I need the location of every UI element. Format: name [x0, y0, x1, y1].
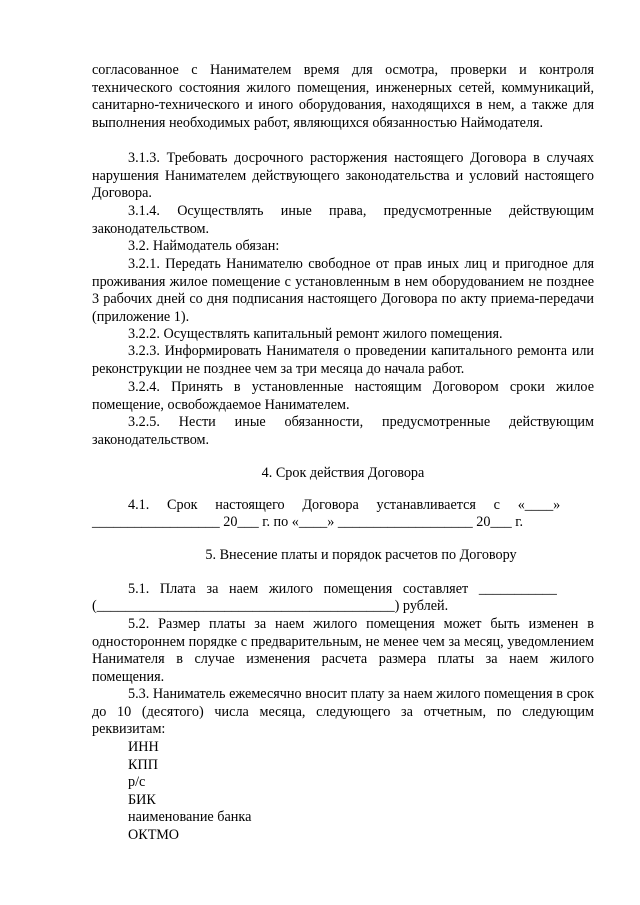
paragraph-3-2-5: 3.2.5. Нести иные обязанности, предусмотренные действующим законодательством.	[92, 414, 594, 448]
paragraph-3-2-3: 3.2.3. Информировать Нанимателя о проведении капитального ремонта или реконструкции не позднее чем за три месяца до начала работ.	[92, 343, 594, 377]
requisite-inn: ИНН	[128, 739, 159, 755]
paragraph-5-2: 5.2. Размер платы за наем жилого помещения может быть изменен в одностороннем порядке с предварительным, не менее чем за месяц, уведомлением Нанимателя в случае изменения расчета размера платы за наем жилого помещения.	[92, 616, 594, 685]
paragraph-4-1-line-1: 4.1. Срок настоящего Договора устанавливается с «____»	[128, 497, 561, 513]
paragraph-3-2: 3.2. Наймодатель обязан:	[128, 238, 280, 254]
paragraph-5-3: 5.3. Наниматель ежемесячно вносит плату за наем жилого помещения в срок до 10 (десятого) числа месяца, следующего за отчетным, по следующим реквизитам:	[92, 686, 594, 738]
paragraph-intro: согласованное с Нанимателем время для осмотра, проверки и контроля технического состояния жилого помещения, инженерных сетей, коммуникаций, санитарно-технического и иного оборудования, находящихся в нем, а также для выполнения необходимых работ, являющихся обязанностью Наймодателя.	[92, 62, 594, 131]
requisite-bik: БИК	[128, 792, 156, 808]
requisite-oktmo: ОКТМО	[128, 827, 180, 843]
paragraph-3-2-4: 3.2.4. Принять в установленные настоящим Договором сроки жилое помещение, освобождаемое Нанимателем.	[92, 379, 594, 413]
requisite-kpp: КПП	[128, 757, 158, 773]
paragraph-3-1-3: 3.1.3. Требовать досрочного расторжения настоящего Договора в случаях нарушения Нанимателем действующего законодательства и условий настоящего Договора.	[92, 150, 594, 202]
paragraph-5-1-line-1: 5.1. Плата за наем жилого помещения составляет ___________	[128, 581, 557, 597]
paragraph-5-1-line-2: (__________________________________________) рублей.	[92, 598, 449, 614]
requisite-bank-name: наименование банка	[128, 809, 252, 825]
section-heading-4: 4. Срок действия Договора	[261, 465, 425, 481]
paragraph-3-1-4: 3.1.4. Осуществлять иные права, предусмотренные действующим законодательством.	[92, 203, 594, 237]
paragraph-3-2-2: 3.2.2. Осуществлять капитальный ремонт жилого помещения.	[128, 326, 503, 342]
paragraph-3-2-1: 3.2.1. Передать Нанимателю свободное от прав иных лиц и пригодное для проживания жилое помещение с установленным в нем оборудованием не позднее 3 рабочих дней со дня подписания настоящего Договора по акту приема-передачи (приложение 1).	[92, 256, 594, 325]
section-heading-5: 5. Внесение платы и порядок расчетов по Договору	[205, 547, 517, 563]
requisite-account: р/с	[128, 774, 146, 790]
paragraph-4-1-line-2: __________________ 20___ г. по «____» ___________________ 20___ г.	[92, 514, 524, 530]
